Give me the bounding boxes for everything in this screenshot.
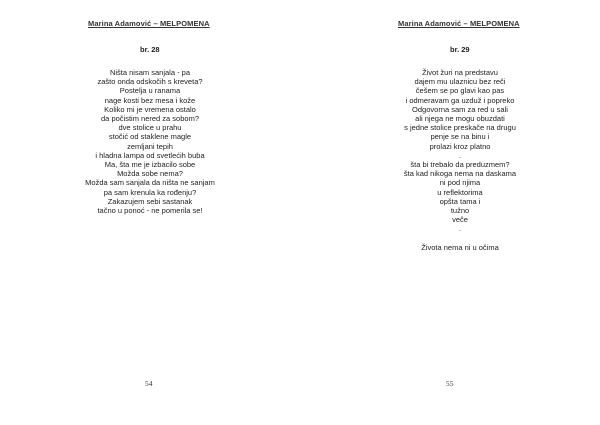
poem-line: Ma, šta me je izbacilo sobe: [104, 160, 196, 170]
poem-line: stočić od staklene magle: [108, 132, 192, 142]
poem-line: Ništa nisam sanjala - pa: [109, 68, 191, 77]
poem-line: u reflektorima: [437, 187, 483, 197]
poem-line: penje se na binu i: [430, 132, 490, 142]
poem-line: s jedne stolice preskače na drugu: [404, 123, 516, 133]
right-page: [300, 0, 600, 425]
poem-line: da počistim nered za sobom?: [101, 114, 199, 124]
poem-line: Odgovorna sam za red u sali: [412, 104, 508, 114]
poem-text: [50, 68, 250, 215]
poem-line: šta kad nikoga nema na daskama: [403, 169, 517, 179]
poem-line: [360, 234, 560, 243]
poem-line: dve stolice u prahu: [118, 123, 182, 133]
page-number: 55: [446, 379, 454, 388]
poem-line: Koliko mi je vremena ostalo: [104, 104, 196, 114]
poem-line: veče: [452, 215, 468, 225]
page-number: 54: [145, 379, 153, 388]
running-header: Marina Adamović – MELPOMENA: [398, 19, 520, 28]
poem-line: tačno u ponoć - ne pomerila se!: [97, 206, 203, 216]
poem-line: .: [458, 150, 462, 160]
poem-number: br. 29: [450, 45, 470, 54]
poem-line: ni pod njima: [439, 178, 481, 188]
poem-line: dajem mu ulaznicu bez reči: [414, 77, 506, 87]
poem-line: i odmeravam ga uzduž i popreko: [405, 95, 515, 105]
poem-line: pa sam krenula ka rođenju?: [103, 187, 197, 197]
poem-line: šta bi trebalo da preduzmem?: [410, 160, 510, 170]
poem-line: opšta tama i: [439, 196, 481, 206]
poem-line: Zakazujem sebi sastanak: [107, 196, 193, 206]
running-header: Marina Adamović – MELPOMENA: [88, 19, 210, 28]
poem-line: zemljani tepih: [127, 141, 173, 151]
poem-line: ali njega ne mogu obuzdati: [415, 114, 505, 124]
poem-line: Možda sam sanjala da ništa ne sanjam: [85, 178, 215, 188]
poem-line: prolazi kroz platno: [429, 141, 491, 151]
poem-number: br. 28: [140, 45, 160, 54]
poem-line: tužno: [450, 206, 470, 216]
poem-line: Postelja u ranama: [119, 86, 181, 96]
poem-line: i hladna lampa od svetlećih buba: [95, 150, 205, 160]
poem-line: Života nema ni u očima: [421, 242, 499, 252]
poem-line: zašto onda odskočih s kreveta?: [97, 77, 203, 87]
poem-line: Možda sobe nema?: [117, 169, 183, 179]
poem-line: .: [458, 224, 462, 234]
poem-line: Život žuri na predstavu: [422, 68, 498, 77]
poem-text: [360, 68, 560, 252]
poem-line: češem se po glavi kao pas: [415, 86, 505, 96]
poem-line: nage kosti bez mesa i kože: [104, 95, 196, 105]
